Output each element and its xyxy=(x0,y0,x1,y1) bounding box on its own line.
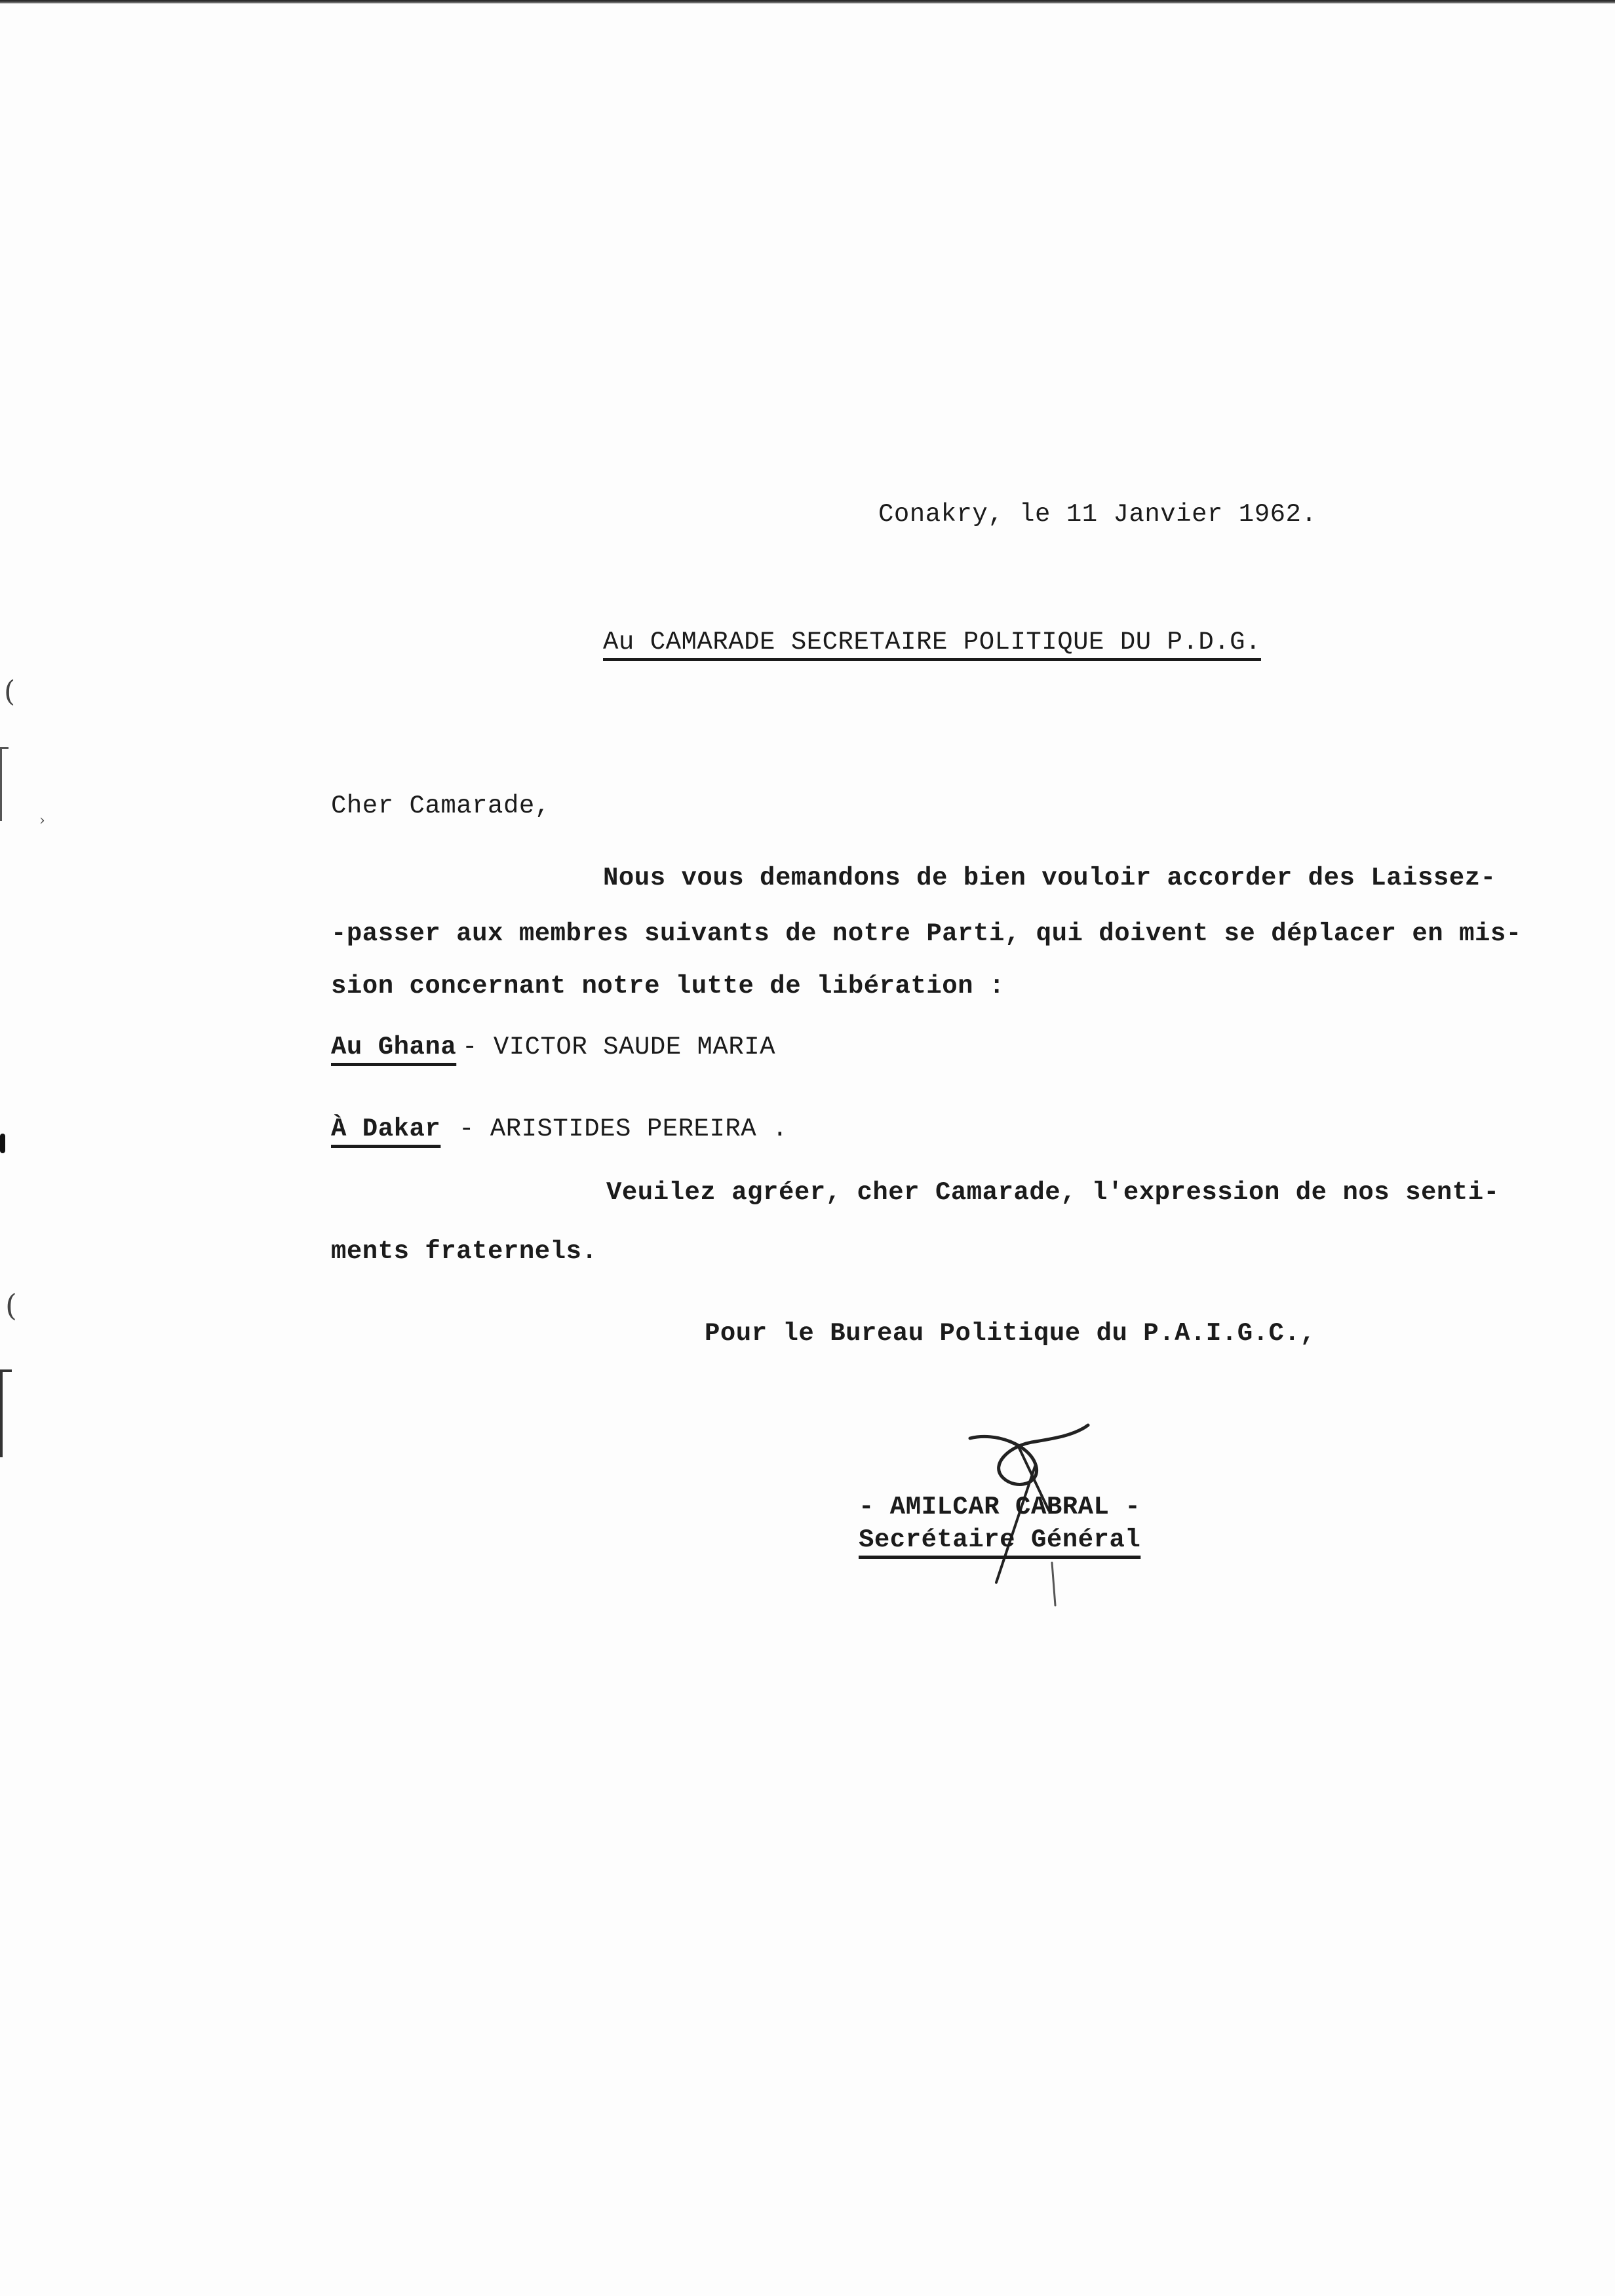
letter-date: Conakry, le 11 Janvier 1962. xyxy=(878,500,1317,529)
paragraph-line: sion concernant notre lutte de libération : xyxy=(331,972,1005,1001)
margin-mark: ( xyxy=(4,675,16,708)
mission-member xyxy=(459,1113,788,1145)
margin-mark xyxy=(0,1134,5,1153)
signatory-title: Secrétaire Général xyxy=(859,1525,1141,1554)
paragraph-line: -passer aux membres suivants de notre Parti, qui doivent se déplacer en mis- xyxy=(331,919,1522,948)
margin-mark xyxy=(0,1369,12,1457)
salutation: Cher Camarade, xyxy=(331,792,551,820)
page-top-edge xyxy=(0,0,1615,4)
sign-off: Pour le Bureau Politique du P.A.I.G.C., xyxy=(705,1319,1316,1348)
mission-place: À Dakar xyxy=(331,1115,441,1143)
signatory-name: - AMILCAR CABRAL - xyxy=(859,1493,1141,1521)
mission-member xyxy=(462,1031,775,1063)
recipient-heading: Au CAMARADE SECRETAIRE POLITIQUE DU P.D.G. xyxy=(603,628,1261,657)
mission-member-name: VICTOR SAUDE MARIA xyxy=(493,1033,776,1062)
mission-separator: - xyxy=(459,1115,490,1143)
margin-mark: › xyxy=(39,813,45,829)
mission-place: Au Ghana xyxy=(331,1033,457,1062)
margin-mark: ( xyxy=(5,1288,17,1323)
mission-separator: - xyxy=(462,1033,494,1062)
closing-line: Veuilez agréer, cher Camarade, l'expression de nos senti- xyxy=(606,1178,1500,1207)
paragraph-line: Nous vous demandons de bien vouloir accorder des Laissez- xyxy=(603,864,1496,892)
mission-member-name: ARISTIDES PEREIRA . xyxy=(490,1115,788,1143)
margin-mark xyxy=(0,747,9,821)
closing-line: ments fraternels. xyxy=(331,1237,598,1266)
